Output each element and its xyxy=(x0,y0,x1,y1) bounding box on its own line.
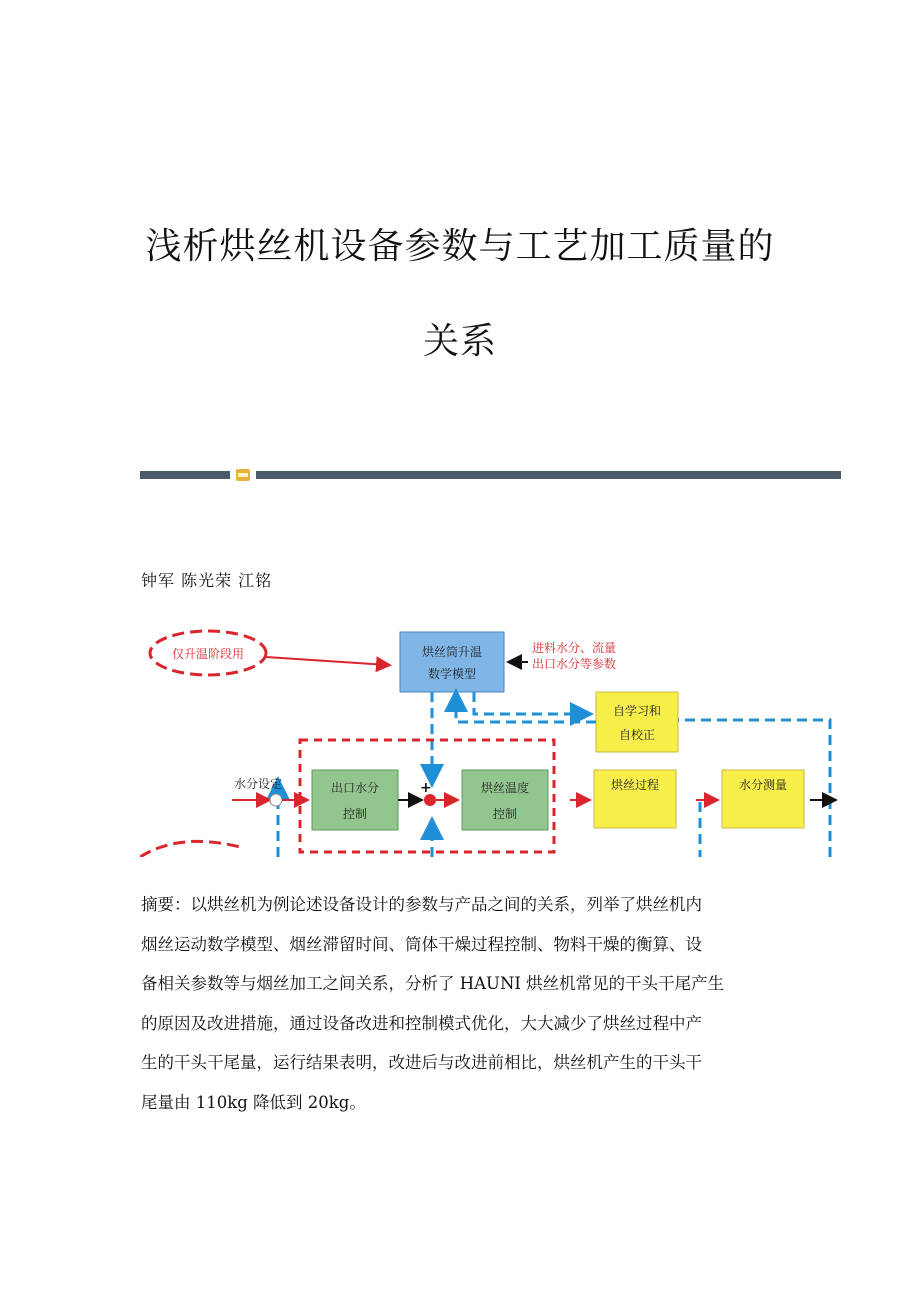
measure-label: 水分测量 xyxy=(738,778,788,792)
abstract-line: 的原因及改进措施，通过设备改进和控制模式优化，大大减少了烘丝过程中产 xyxy=(141,1013,702,1033)
header-rule-left xyxy=(140,471,230,479)
plus-sign: + xyxy=(420,780,432,796)
control-flow-diagram xyxy=(140,622,840,857)
temp-ctrl-box xyxy=(462,770,548,830)
model-to-learn-line xyxy=(474,692,588,714)
model-label-1: 烘丝筒升温 xyxy=(421,645,483,659)
abstract-line: 尾量由 110kg 降低到 20kg。 xyxy=(141,1092,366,1112)
self-learn-label-1: 自学习和 xyxy=(612,704,662,718)
inputs-label-2: 出口水分等参数 xyxy=(532,657,617,671)
temp-ctrl-label-2: 控制 xyxy=(492,807,518,821)
outlet-ctrl-label-2: 控制 xyxy=(342,807,368,821)
header-rule-right xyxy=(256,471,841,479)
inputs-label-1: 进料水分、流量 xyxy=(532,641,617,655)
outlet-ctrl-label-1: 出口水分 xyxy=(330,781,380,795)
model-box xyxy=(400,632,504,692)
self-learn-label-2: 自校正 xyxy=(618,728,656,742)
self-learn-box xyxy=(596,692,678,752)
abstract-line: 备相关参数等与烟丝加工之间关系，分析了 HAUNI 烘丝机常见的干头干尾产生 xyxy=(141,974,725,993)
paper-title-line-2: 关系 xyxy=(422,321,497,362)
outlet-ctrl-box xyxy=(312,770,398,830)
setpoint-sum-node xyxy=(270,794,282,806)
learn-to-model-line xyxy=(456,694,596,722)
moisture-set-label: 水分设定 xyxy=(234,777,283,791)
paper-title-line-1: 浅析烘丝机设备参数与工艺加工质量的 xyxy=(145,226,775,267)
temp-ctrl-label-1: 烘丝温度 xyxy=(480,781,530,795)
abstract-paragraph xyxy=(141,885,781,1122)
abstract-line: 摘要：以烘丝机为例论述设备设计的参数与产品之间的关系，列举了烘丝机内 xyxy=(141,895,702,914)
process-label: 烘丝过程 xyxy=(610,778,660,792)
temp-stage-arrow xyxy=(266,657,388,665)
authors: 钟军 陈光荣 江铭 xyxy=(141,571,273,590)
lower-ellipse-fragment xyxy=(140,841,240,857)
model-label-2: 数学模型 xyxy=(427,667,477,681)
rule-ornament-icon xyxy=(236,469,250,481)
abstract-line: 烟丝运动数学模型、烟丝滞留时间、筒体干燥过程控制、物料干燥的衡算、设 xyxy=(141,934,702,954)
temp-stage-label: 仅升温阶段用 xyxy=(171,647,245,661)
abstract-line: 生的干头干尾量，运行结果表明，改进后与改进前相比，烘丝机产生的干头干 xyxy=(141,1053,702,1072)
